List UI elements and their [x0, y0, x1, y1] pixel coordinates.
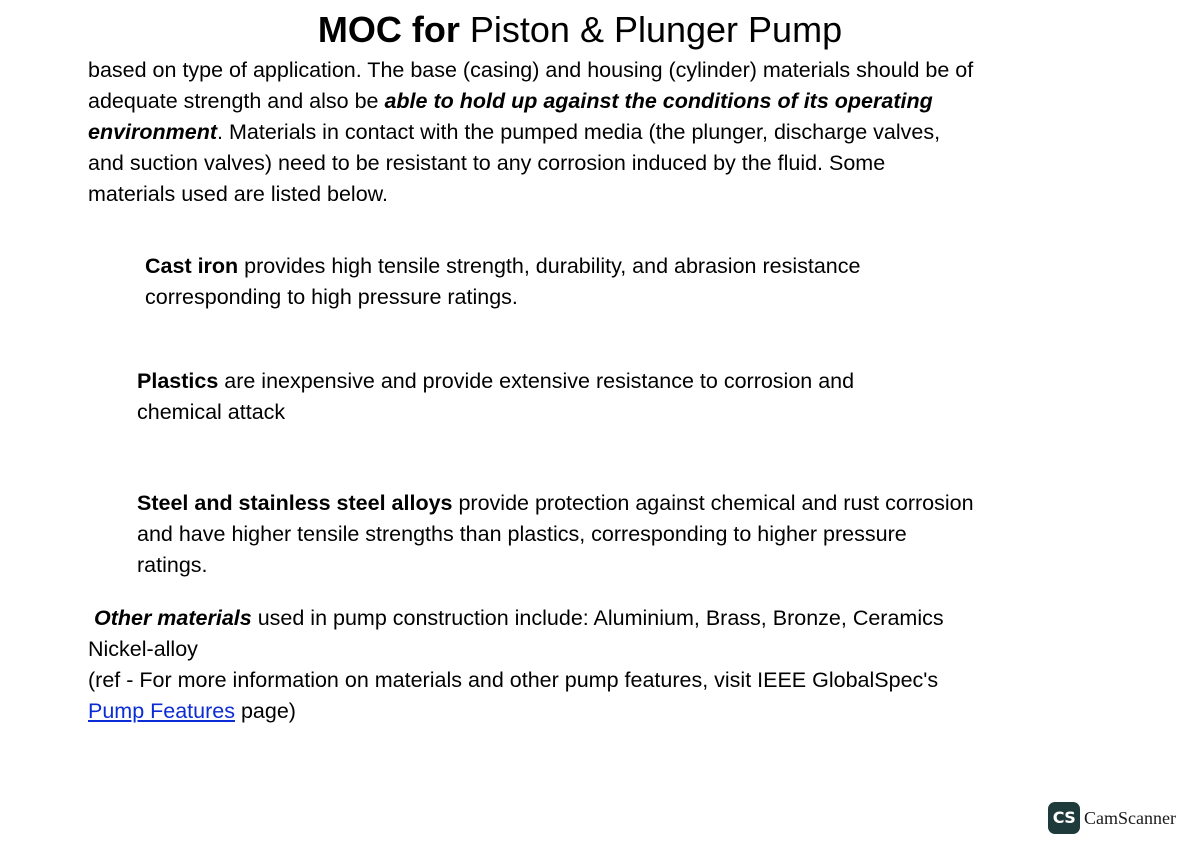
other-line-2: Nickel-alloy — [88, 637, 198, 661]
plastics-term: Plastics — [137, 369, 219, 393]
plastics-paragraph — [137, 366, 854, 428]
other-line-1 — [88, 603, 944, 634]
steel-term: Steel and stainless steel alloys — [137, 491, 453, 515]
other-line-1-rest: used in pump construction include: Aluminium, Brass, Bronze, Ceramics — [251, 606, 944, 630]
cast-iron-line-1-rest: provides high tensile strength, durability, and abrasion resistance — [238, 254, 861, 278]
cast-iron-term: Cast iron — [145, 254, 239, 278]
plastics-line-1-rest: are inexpensive and provide extensive resistance to corrosion and — [218, 369, 855, 393]
other-materials-term: Other materials — [93, 606, 252, 630]
steel-paragraph — [137, 488, 974, 581]
intro-line-2-start: adequate strength and also be — [88, 89, 385, 113]
title-rest: Piston & Plunger Pump — [459, 9, 843, 50]
camscanner-name: CamScanner — [1084, 807, 1176, 828]
intro-line-2 — [88, 86, 973, 117]
camscanner-watermark — [1048, 802, 1176, 834]
intro-line-3 — [88, 117, 973, 148]
camscanner-logo-icon: CS — [1048, 802, 1080, 834]
title-bold: MOC for — [317, 9, 460, 50]
intro-line-5: materials used are listed below. — [88, 182, 388, 206]
cast-iron-line-1 — [145, 251, 860, 282]
intro-line-3-rest: . Materials in contact with the pumped media (the plunger, discharge valves, — [217, 120, 941, 144]
other-materials-paragraph — [88, 603, 944, 727]
intro-line-4: and suction valves) need to be resistant to any corrosion induced by the fluid. Some — [88, 151, 886, 175]
cast-iron-paragraph — [145, 251, 860, 313]
pump-features-link[interactable]: Pump Features — [88, 699, 235, 723]
other-line-4-rest: page) — [234, 699, 296, 723]
intro-paragraph — [88, 55, 973, 210]
steel-line-1-rest: provide protection against chemical and rust corrosion — [452, 491, 974, 515]
steel-line-3: ratings. — [137, 553, 208, 577]
steel-line-1 — [137, 488, 974, 519]
plastics-line-1 — [137, 366, 854, 397]
steel-line-2: and have higher tensile strengths than plastics, corresponding to higher pressure — [137, 522, 907, 546]
intro-line-1: based on type of application. The base (casing) and housing (cylinder) materials should be of — [88, 58, 974, 82]
page-title — [0, 8, 1160, 52]
plastics-line-2: chemical attack — [137, 400, 286, 424]
intro-emphasis-2: environment — [88, 120, 218, 144]
intro-emphasis-1: able to hold up against the conditions of its operating — [384, 89, 933, 113]
other-line-4 — [88, 696, 944, 727]
other-line-3: (ref - For more information on materials and other pump features, visit IEEE GlobalSpec's — [88, 668, 939, 692]
cast-iron-line-2: corresponding to high pressure ratings. — [145, 285, 518, 309]
